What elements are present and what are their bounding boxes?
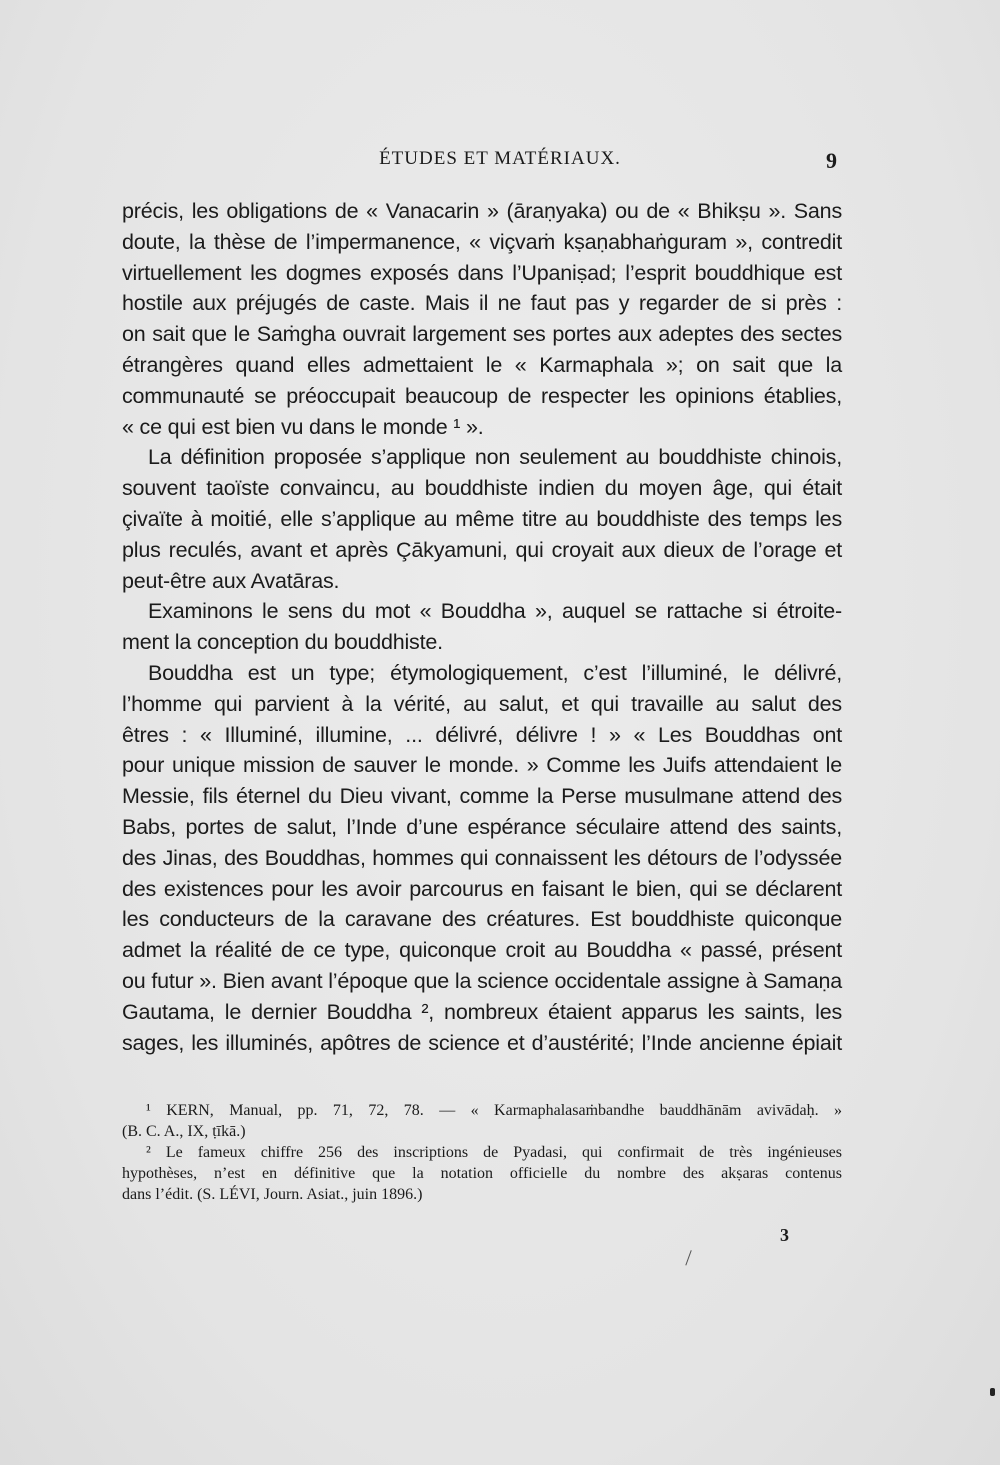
text-line: La définition proposée s’applique non seulement au bouddhiste chinois, (148, 445, 842, 470)
footnote-line: ¹ KERN, Manual, pp. 71, 72, 78. — « Karmaphalasaṁbandhe bauddhānām avivādaḥ. » (146, 1102, 842, 1119)
text-line: Bouddha est un type; étymologiquement, c’est l’illuminé, le délivré, (148, 660, 842, 685)
text-line: communauté se préoccupait beaucoup de respecter les opinions établies, (122, 383, 842, 408)
text-line: peut-être aux Avatāras. (122, 568, 340, 593)
text-line: les conducteurs de la caravane des créatures. Est bouddhiste quiconque (122, 907, 842, 932)
text-line: Gautama, le dernier Bouddha ², nombreux étaient apparus les saints, les (122, 999, 842, 1024)
text-line: pour unique mission de sauver le monde. » Comme les Juifs attendaient le (122, 753, 842, 778)
text-line: admet la réalité de ce type, quiconque croit au Bouddha « passé, présent (122, 938, 842, 963)
text-line: Messie, fils éternel du Dieu vivant, comme la Perse musulmane attend des (122, 784, 842, 809)
text-line: virtuellement les dogmes exposés dans l’Upaniṣad; l’esprit bouddhique est (122, 260, 842, 285)
text-line: étrangères quand elles admettaient le « Karmaphala »; on sait que la (122, 352, 842, 377)
text-line: Babs, portes de salut, l’Inde d’une espérance séculaire attend des saints, (122, 814, 842, 839)
running-title: ÉTUDES ET MATÉRIAUX. (379, 148, 621, 169)
stray-pencil-mark (685, 1250, 692, 1266)
text-line: hostile aux préjugés de caste. Mais il ne faut pas y regarder de si près : (122, 291, 842, 316)
text-line: doute, la thèse de l’impermanence, « viçvaṁ kṣaṇabhaṅguram », contredit (122, 229, 842, 254)
text-line: Examinons le sens du mot « Bouddha », auquel se rattache si étroite- (148, 599, 842, 624)
text-line: çivaïte à moitié, elle s’applique au même titre au bouddhiste des temps les (122, 506, 842, 531)
text-line: on sait que le Saṁgha ouvrait largement ses portes aux adeptes des sectes (122, 322, 842, 347)
text-line: sages, les illuminés, apôtres de science et d’austérité; l’Inde ancienne épiait (122, 1030, 842, 1055)
text-line: précis, les obligations de « Vanacarin » (āraṇyaka) ou de « Bhikṣu ». Sans (122, 199, 842, 223)
footnote-line: ² Le fameux chiffre 256 des inscriptions de Pyadasi, qui confirmait de très ingénieuses (146, 1144, 842, 1161)
footnote-line: hypothèses, n’est en définitive que la notation officielle du nombre des akṣaras contenus (122, 1165, 842, 1182)
text-line: l’homme qui parvient à la vérité, au salut, et qui travaille au salut des (122, 691, 842, 716)
body-text (122, 196, 842, 1058)
footnotes (122, 1100, 842, 1205)
footnote-line: (B. C. A., IX, ṭīkā.) (122, 1123, 246, 1140)
footnote-line: dans l’édit. (S. LÉVI, Journ. Asiat., juin 1896.) (122, 1186, 423, 1203)
text-line: des Jinas, des Bouddhas, hommes qui connaissent les détours de l’odyssée (122, 845, 842, 870)
text-line: êtres : « Illuminé, illumine, ... délivré, délivre ! » « Les Bouddhas ont (122, 722, 842, 747)
page-number: 9 (826, 148, 837, 173)
text-line: souvent taoïste convaincu, au bouddhiste indien du moyen âge, qui était (122, 476, 842, 501)
text-line: ment la conception du bouddhiste. (122, 630, 443, 655)
text-line: « ce qui est bien vu dans le monde ¹ ». (122, 414, 484, 439)
text-line: plus reculés, avant et après Çākyamuni, qui croyait aux dieux de l’orage et (122, 537, 842, 562)
text-line: ou futur ». Bien avant l’époque que la science occidentale assigne à Samaṇa (122, 968, 842, 993)
edge-ink-spot (990, 1388, 995, 1396)
signature-mark: 3 (780, 1225, 789, 1245)
text-line: des existences pour les avoir parcourus en faisant le bien, qui se déclarent (122, 876, 842, 901)
